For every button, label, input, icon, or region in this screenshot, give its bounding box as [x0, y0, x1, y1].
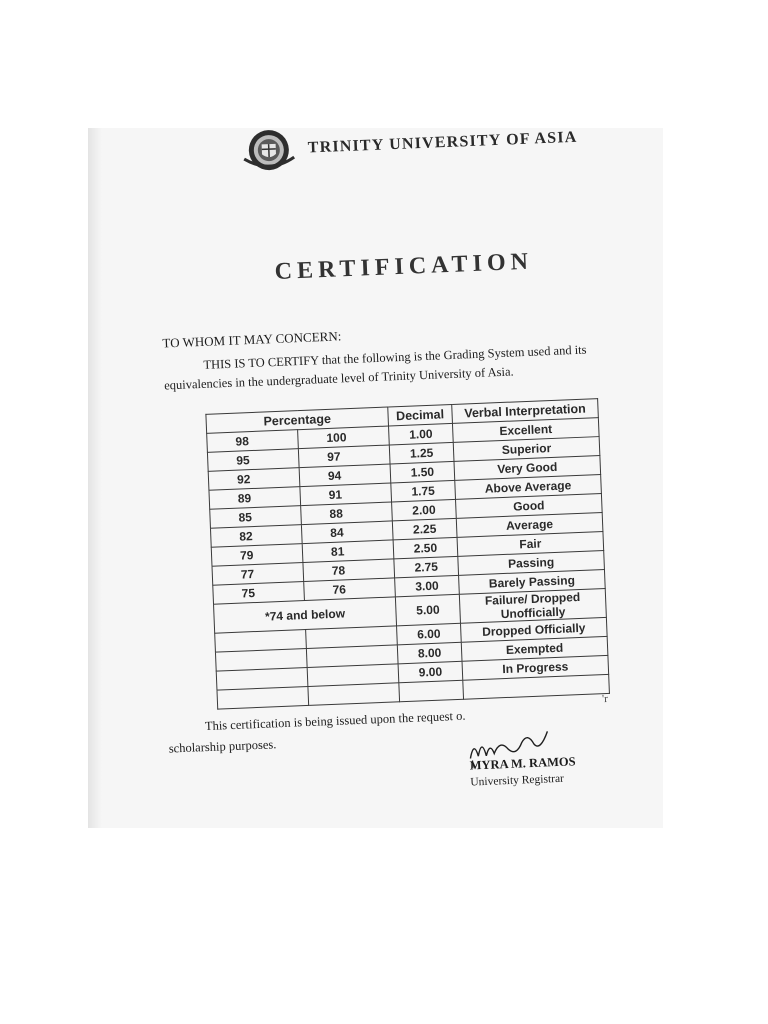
pct-low: 92 — [208, 468, 300, 491]
empty-cell — [399, 680, 464, 702]
decimal-grade: 2.75 — [394, 556, 459, 578]
empty-cell — [308, 683, 400, 706]
pct-high: 81 — [302, 540, 394, 563]
pct-high: 91 — [300, 483, 392, 506]
decimal-grade: 1.00 — [389, 423, 454, 445]
closing-line-1: This certification is being issued upon the request o. — [204, 708, 466, 734]
decimal-grade: 2.50 — [393, 537, 458, 559]
intro-text: THIS IS TO CERTIFY that the following is the Grading System used and its equivalencies in the undergraduate level of Trinity University of Asia. — [163, 342, 587, 393]
verbal-interpretation: Failure/ Dropped Unofficially — [459, 588, 606, 623]
paper-edge — [88, 128, 102, 828]
pct-high: 84 — [301, 521, 393, 544]
verbal-interpretation: Passing — [458, 550, 605, 575]
verbal-interpretation: Good — [456, 494, 603, 519]
pct-high: 94 — [299, 464, 391, 487]
closing-line-2: scholarship purposes. — [168, 737, 277, 756]
decimal-grade: 3.00 — [395, 575, 460, 597]
decimal-grade: 1.50 — [390, 461, 455, 483]
pct-low: 89 — [209, 487, 301, 510]
header-decimal: Decimal — [388, 404, 453, 426]
decimal-grade: 6.00 — [397, 623, 462, 645]
university-seal-icon — [239, 127, 299, 173]
pct-low: 95 — [207, 449, 299, 472]
verbal-interpretation: Exempted — [461, 636, 608, 661]
decimal-grade: 2.00 — [392, 499, 457, 521]
stray-mark: 'r — [601, 692, 609, 706]
pct-low: 79 — [211, 544, 303, 567]
university-name: TRINITY UNIVERSITY OF ASIA — [307, 128, 578, 157]
verbal-interpretation: Excellent — [452, 418, 599, 443]
letterhead — [239, 116, 578, 174]
decimal-grade: 9.00 — [398, 661, 463, 683]
empty-cell — [217, 686, 309, 709]
decimal-grade: 2.25 — [392, 518, 457, 540]
verbal-interpretation: Average — [456, 513, 603, 538]
verbal-interpretation: Very Good — [454, 456, 601, 481]
decimal-grade: 1.75 — [391, 480, 456, 502]
verbal-interpretation: Above Average — [455, 475, 602, 500]
verbal-interpretation: Superior — [453, 437, 600, 462]
document-title: CERTIFICATION — [274, 248, 534, 285]
verbal-interpretation: In Progress — [462, 655, 609, 680]
pct-low: 82 — [210, 525, 302, 548]
pct-high: 78 — [303, 559, 395, 582]
verbal-interpretation: Barely Passing — [459, 569, 606, 594]
pct-high: 88 — [301, 502, 393, 525]
pct-low: 98 — [207, 430, 299, 453]
decimal-grade: 5.00 — [395, 594, 460, 626]
header-verbal: Verbal Interpretation — [452, 399, 599, 424]
pct-low: 77 — [212, 563, 304, 586]
header-percentage: Percentage — [206, 407, 389, 433]
verbal-interpretation: Dropped Officially — [460, 617, 607, 642]
pct-below: *74 and below — [214, 597, 397, 633]
certificate-document — [139, 113, 627, 831]
pct-high: 76 — [304, 578, 396, 601]
pct-high: 100 — [298, 426, 390, 449]
signatory-title: University Registrar — [470, 772, 565, 789]
decimal-grade: 8.00 — [397, 642, 462, 664]
pct-low: 85 — [210, 506, 302, 529]
signatory-name: MYRA M. RAMOS — [469, 754, 576, 773]
decimal-grade: 1.25 — [389, 442, 454, 464]
verbal-interpretation: Fair — [457, 532, 604, 557]
salutation: TO WHOM IT MAY CONCERN: — [162, 328, 342, 351]
pct-high: 97 — [298, 445, 390, 468]
grading-table — [205, 398, 610, 710]
pct-low: 75 — [213, 582, 305, 605]
